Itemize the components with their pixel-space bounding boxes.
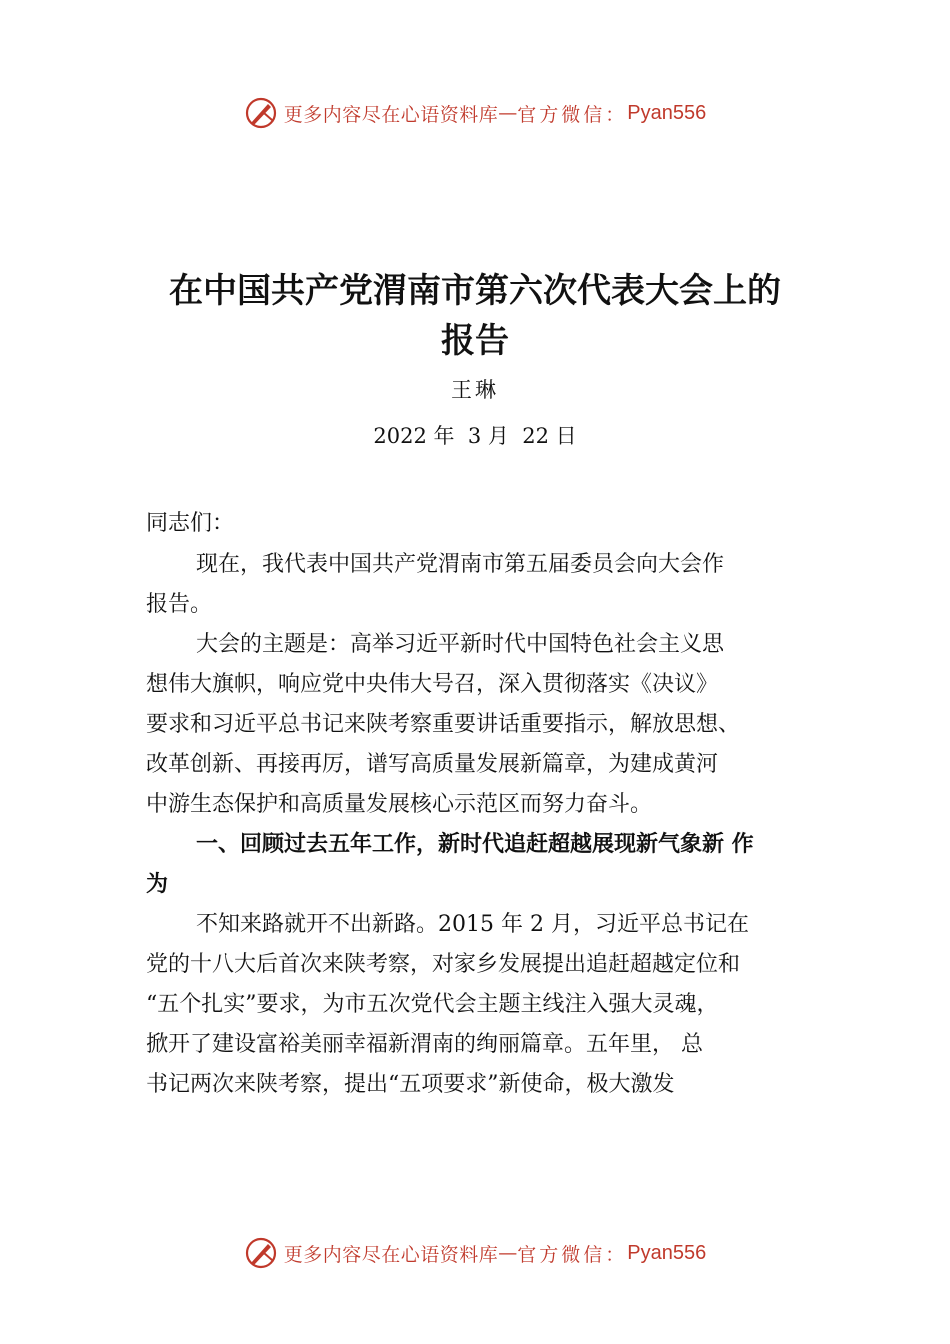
body-line: 党的十八大后首次来陕考察，对家乡发展提出追赶超越定位和 — [146, 952, 741, 977]
body-line: “五个扎实”要求，为市五次党代会主题主线注入强大灵魂， — [146, 992, 719, 1017]
section-heading: 一、回顾过去五年工作，新时代追赶超越展现新气象新 作 — [196, 832, 754, 857]
pen-circle-logo-icon — [244, 96, 278, 130]
body-line: 现在，我代表中国共产党渭南市第五届委员会向大会作 — [196, 552, 725, 577]
body-line: 报告。 — [146, 592, 213, 617]
body-line: 不知来路就开不出新路。2015 年 2 月，习近平总书记在 — [196, 912, 749, 937]
date: 2022 年 3 月 22 日 — [373, 424, 577, 448]
body-line: 想伟大旗帜，响应党中央伟大号召，深入贯彻落实《决议》 — [146, 672, 719, 697]
banner-separator: — — [498, 1242, 518, 1264]
body-line: 中游生态保护和高质量发展核心示范区而努力奋斗。 — [146, 792, 653, 817]
body-line: 书记两次来陕考察，提出“五项要求”新使命，极大激发 — [146, 1072, 675, 1097]
body-line: 改革创新、再接再厉，谱写高质量发展新篇章，为建成黄河 — [146, 752, 719, 777]
document-title-line-2: 报告 — [441, 321, 509, 361]
body-line: 要求和习近平总书记来陕考察重要讲话重要指示，解放思想、 — [146, 712, 741, 737]
banner-wechat-id: Pyan556 — [627, 101, 707, 124]
banner-text: 更多内容尽在心语资料库 — [283, 103, 499, 126]
body-line: 同志们： — [146, 511, 235, 536]
body-line: 大会的主题是：高举习近平新时代中国特色社会主义思 — [196, 632, 725, 657]
header-banner — [0, 93, 950, 133]
body-line: 掀开了建设富裕美丽幸福新渭南的绚丽篇章。五年里， 总 — [146, 1032, 703, 1057]
pen-circle-logo-icon — [244, 1236, 278, 1270]
footer-banner — [0, 1233, 950, 1273]
banner-separator: — — [498, 102, 518, 124]
banner-wechat-label: 官方微信： — [517, 1243, 628, 1266]
banner-wechat-label: 官方微信： — [517, 103, 628, 126]
author: 王琳 — [451, 378, 499, 402]
banner-wechat-id: Pyan556 — [627, 1241, 707, 1264]
document-title-line-1: 在中国共产党渭南市第六次代表大会上的 — [169, 271, 781, 311]
section-heading-continued: 为 — [146, 872, 169, 897]
banner-text: 更多内容尽在心语资料库 — [283, 1243, 499, 1266]
